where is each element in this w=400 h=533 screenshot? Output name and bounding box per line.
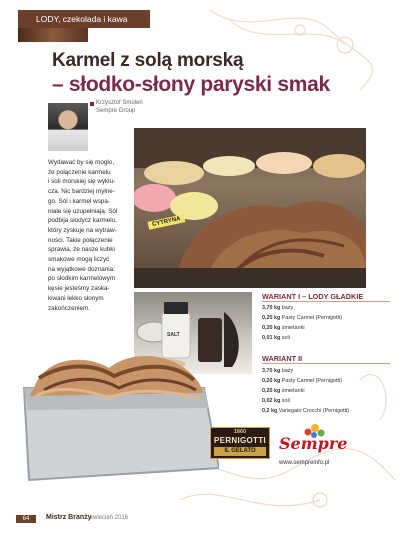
recipe1-item: 0,20 kg śmietanki — [262, 325, 305, 331]
body-line: podbija słodycz karmelu, — [48, 217, 117, 225]
gelato-tray-photo — [14, 348, 219, 488]
body-line: który zyskuje na wytraw- — [48, 226, 117, 234]
sempre-logo — [279, 422, 348, 458]
body-line: i soli morskiej się wyklu- — [48, 178, 116, 186]
sempre-wordmark: Sempre — [279, 434, 348, 453]
body-line: sprawia, że nasze kubki — [48, 246, 115, 254]
body-line: ności. Takie połączenie — [48, 236, 113, 244]
recipe2-item: 3,70 kg bazy — [262, 368, 294, 374]
cytryna-sign: CYTRYNA — [148, 214, 186, 229]
pernigotti-name: PERNIGOTTI — [214, 436, 266, 445]
article-title-line2: – słodko-słony paryski smak — [52, 73, 330, 96]
recipe1-rule — [262, 301, 390, 302]
body-line: niale się uzupełniają. Sól — [48, 207, 118, 215]
body-line: po słodkim karmelowym — [48, 275, 116, 283]
author-photo — [48, 103, 88, 151]
body-line: Wydawać by się mogło, — [48, 159, 115, 166]
issue-date: kwiecień 2016 — [90, 515, 129, 521]
body-line: smakowe mogą liczyć — [48, 256, 110, 264]
body-line: kęsie jesteśmy zaska- — [48, 285, 110, 293]
body-line: cza. Nic bardziej myłne- — [48, 188, 115, 196]
recipe2-item: 0,2 kg Variegato Crocchi (Pernigotti) — [262, 408, 350, 414]
recipe2-item: 0,20 kg śmietanki — [262, 388, 305, 394]
article-title-line1: Karmel z solą morską — [52, 50, 244, 71]
body-line: zakończeniem. — [48, 304, 90, 312]
page-number: 64 — [16, 515, 36, 523]
body-line: na wyjątkowe doznania: — [48, 265, 115, 273]
body-line: że połączenie karmelu — [48, 168, 111, 176]
category-decoration — [18, 28, 88, 42]
gelato-illustration — [134, 128, 366, 288]
pernigotti-logo — [210, 427, 270, 459]
recipe1-item: 0,20 kg Pasty Carmel (Pernigotti) — [262, 315, 342, 321]
pernigotti-subtitle: IL GELATO — [214, 447, 266, 456]
author-organization: Sempre Group — [96, 108, 136, 114]
salt-jar-label: SALT — [167, 332, 180, 338]
recipe1-item: 3,70 kg bazy — [262, 305, 294, 311]
recipe2-item: 0,20 kg Pasty Carmel (Pernigotti) — [262, 378, 342, 384]
magazine-name: Mistrz Branży — [46, 514, 92, 521]
recipe1-item: 0,01 kg soli — [262, 335, 290, 341]
recipe1-heading: WARIANT I – LODY GŁADKIE — [262, 292, 364, 301]
article-body — [48, 158, 130, 313]
author-name: Krzysztof Smoleń — [96, 100, 143, 106]
body-line: kiwani lekko słonym — [48, 294, 104, 302]
gelato-display-photo — [134, 128, 366, 288]
body-line: go. Sól i karmel wspa- — [48, 197, 110, 205]
website-link[interactable]: www.sempreinfo.pl — [279, 460, 330, 466]
pernigotti-year: 1860 — [233, 429, 247, 435]
author-marker — [90, 102, 94, 106]
recipe2-item: 0,02 kg soli — [262, 398, 290, 404]
recipe2-rule — [262, 363, 390, 364]
category-tab: LODY, czekolada i kawa — [18, 10, 150, 28]
recipe2-heading: WARIANT II — [262, 354, 303, 363]
